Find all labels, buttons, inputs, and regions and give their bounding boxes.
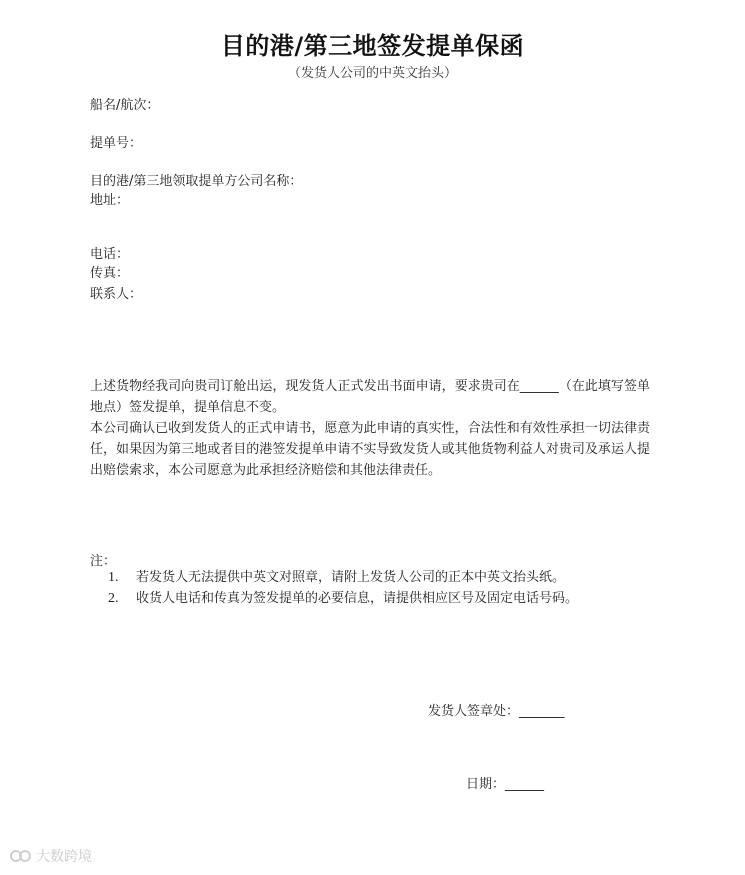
note-text: 收货人电话和传真为签发提单的必要信息，请提供相应区号及固定电话号码。 <box>136 591 579 606</box>
document-subtitle: （发货人公司的中英文抬头） <box>287 66 457 81</box>
notes-heading: 注： <box>90 554 117 569</box>
watermark-logo-icon <box>10 848 32 864</box>
notes-list <box>108 568 648 610</box>
phone-label: 电话： <box>90 247 130 262</box>
body-paragraph-2: 本公司确认已收到发货人的正式申请书，愿意为此申请的真实性，合法性和有效性承担一切法律责任，如果因为第三地或者目的港签发提单申请不实导致发货人或其他货物利益人对贵司及承运人提出赔偿索求，本公司愿意为此承担经济赔偿和其他法律责任。 <box>90 421 650 478</box>
fax-label: 传真： <box>90 266 130 281</box>
note-item <box>108 568 648 587</box>
watermark <box>10 846 92 866</box>
note-text: 若发货人无法提供中英文对照章，请附上发货人公司的正本中英文抬头纸。 <box>136 570 566 585</box>
contact-label: 联系人： <box>90 287 143 302</box>
watermark-text: 大数跨境 <box>36 849 92 865</box>
bl-number-label: 提单号： <box>90 136 143 151</box>
body-paragraph-1: 上述货物经我司向贵司订舱出运，现发货人正式发出书面申请，要求贵司在______（在此填写签单地点）签发提单，提单信息不变。 <box>90 379 650 415</box>
note-number: 1. <box>108 570 119 585</box>
vessel-voyage-label: 船名/航次： <box>90 98 160 113</box>
date-label: 日期：______ <box>466 777 545 792</box>
shipper-signature-label: 发货人签章处：_______ <box>428 704 565 719</box>
address-label: 地址： <box>90 193 130 208</box>
receiver-company-label: 目的港/第三地领取提单方公司名称： <box>90 174 303 189</box>
note-number: 2. <box>108 591 119 606</box>
note-item <box>108 589 648 608</box>
document-title: 目的港/第三地签发提单保函 <box>220 32 525 60</box>
